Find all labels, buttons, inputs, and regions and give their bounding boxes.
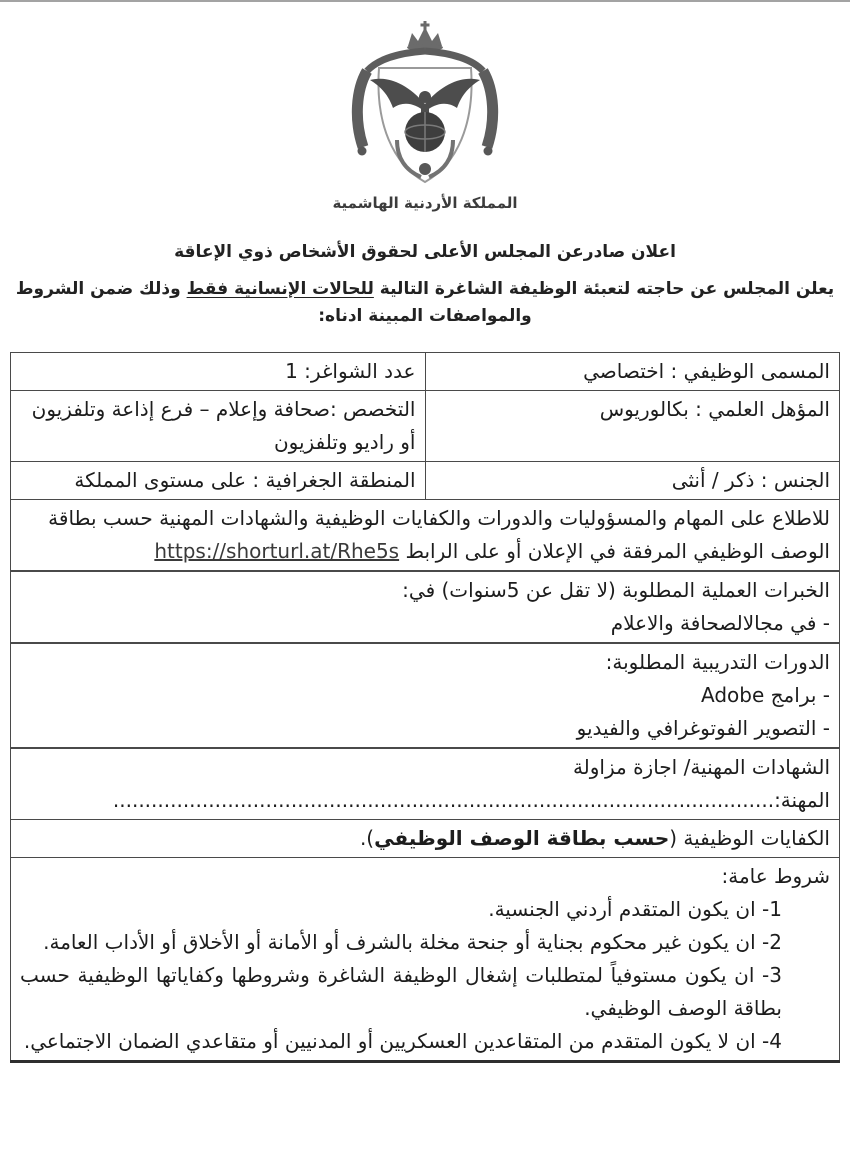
coat-of-arms-graphic xyxy=(305,18,545,188)
globe-icon xyxy=(405,112,445,152)
announcement-intro xyxy=(6,276,844,330)
certificates-line1: الشهادات المهنية/ اجازة مزاولة xyxy=(572,755,830,780)
condition-item-4: 4- ان لا يكون المتقدم من المتقاعدين العسكريين أو المدنيين أو متقاعدي الضمان الاجتماعي. xyxy=(23,1029,782,1054)
table-row-experience xyxy=(11,571,840,643)
region-cell: المنطقة الجغرافية : على مستوى المملكة xyxy=(11,462,426,500)
announcement-title: اعلان صادرعن المجلس الأعلى لحقوق الأشخاص ذوي الإعاقة xyxy=(174,242,676,262)
jordan-coat-of-arms xyxy=(0,18,850,192)
competencies-bold-text: حسب بطاقة الوصف الوظيفي xyxy=(374,826,670,851)
crown-icon xyxy=(407,21,443,51)
conditions-heading: شروط عامة: xyxy=(721,864,830,889)
table-row-general-conditions xyxy=(11,858,840,1062)
competencies-suffix: ). xyxy=(359,826,375,851)
training-row xyxy=(11,643,840,748)
experience-row xyxy=(11,571,840,643)
experience-heading: الخبرات العملية المطلوبة (لا تقل عن 5سنوات) في: xyxy=(402,578,830,603)
general-conditions-row xyxy=(11,858,840,1062)
table-row-competencies xyxy=(11,820,840,858)
certificates-dotted-line: ........................................................................................................ xyxy=(112,788,775,813)
competencies-row xyxy=(11,820,840,858)
training-heading: الدورات التدريبية المطلوبة: xyxy=(605,650,830,675)
mantle-tassel-left-icon xyxy=(358,147,367,156)
certificates-line2 xyxy=(20,784,830,817)
table-row-training xyxy=(11,643,840,748)
table-row-description-link xyxy=(11,500,840,572)
vacancies-count-cell: عدد الشواغر: 1 xyxy=(11,353,426,391)
job-description-link[interactable]: https://shorturl.at/Rhe5s xyxy=(154,539,400,564)
certificates-row xyxy=(11,748,840,820)
page-top-edge xyxy=(0,0,850,2)
qualification-cell: المؤهل العلمي : بكالوريوس xyxy=(425,391,840,462)
table-row-gender xyxy=(11,462,840,500)
table-row-certificates xyxy=(11,748,840,820)
kingdom-name-calligraphy: المملكة الأردنية الهاشمية xyxy=(332,194,518,212)
job-vacancy-table xyxy=(10,352,840,1063)
mantle-tassel-right-icon xyxy=(484,147,493,156)
intro-text-before: يعلن المجلس عن حاجته لتعبئة الوظيفة الشاغرة التالية xyxy=(373,279,835,299)
certificates-label: المهنة: xyxy=(774,788,830,813)
job-description-link-text: للاطلاع على المهام والمسؤوليات والدورات والكفايات الوظيفية والشهادات المهنية حسب بطاقة الوصف الوظيفي المرفقة في الإعلان أو على الرابط xyxy=(48,506,830,564)
specialization-cell: التخصص :صحافة وإعلام – فرع إذاعة وتلفزيون أو راديو وتلفزيون xyxy=(11,391,426,462)
table-row-qualification xyxy=(11,391,840,462)
bottom-ornament-icon xyxy=(419,163,431,175)
job-description-link-row xyxy=(11,500,840,572)
training-item-photography: - التصوير الفوتوغرافي والفيديو xyxy=(576,716,830,741)
competencies-prefix: الكفايات الوظيفية ( xyxy=(669,826,830,851)
job-title-cell: المسمى الوظيفي : اختصاصي xyxy=(425,353,840,391)
condition-item-1: 1- ان يكون المتقدم أردني الجنسية. xyxy=(488,897,782,922)
experience-item: - في مجالالصحافة والاعلام xyxy=(610,611,830,636)
condition-item-3: 3- ان يكون مستوفياً لمتطلبات إشغال الوظيفة الشاغرة وشروطها وكفاياتها الوظيفية حسب بطاقة الوصف الوظيفي. xyxy=(20,963,782,1021)
gender-cell: الجنس : ذكر / أنثى xyxy=(425,462,840,500)
training-item-adobe: - برامج Adobe xyxy=(701,683,830,708)
intro-text-after: وذلك ضمن الشروط والمواصفات المبينة ادناه: xyxy=(15,279,532,327)
table-row-job-title xyxy=(11,353,840,391)
intro-underlined-text: للحالات الإنسانية فقط xyxy=(186,279,374,299)
condition-item-2: 2- ان يكون غير محكوم بجناية أو جنحة مخلة بالشرف أو الأمانة أو الأخلاق أو الأداب العامة. xyxy=(43,930,782,955)
